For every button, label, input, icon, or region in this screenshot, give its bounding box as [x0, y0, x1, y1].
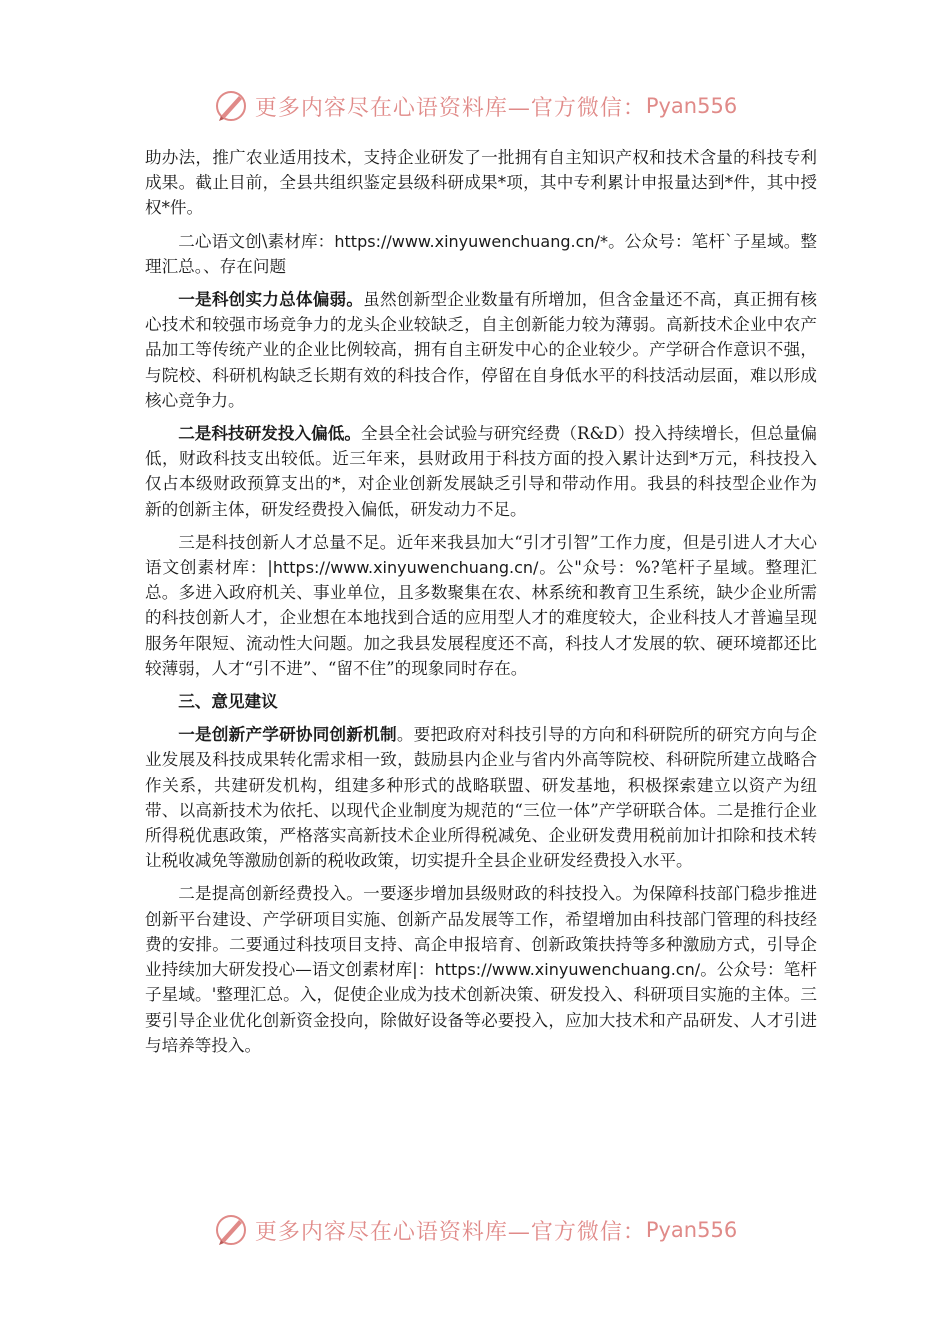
paragraph [145, 689, 817, 714]
bold-heading: 一是科创实力总体偏弱。 [178, 289, 364, 310]
paragraph [145, 287, 817, 413]
paragraph [145, 421, 817, 522]
paragraph-text: 二是提高创新经费投入。一要逐步增加县级财政的科技投入。为保障科技部门稳步推进创新平台建设、产学研项目实施、创新产品发展等工作，希望增加由科技部门管理的科技经费的安排。二要通过科技项目支持、高企申报培育、创新政策扶持等多种激励方式，引导企业持续加大研发投心—语文创素材库|： [145, 884, 817, 980]
paragraph-text: 虽然创新型企业数量有所增加，但含金量还不高，真正拥有核心技术和较强市场竞争力的龙头企业较缺乏，自主创新能力较为薄弱。高新技术企业中农产品加工等传统产业的企业比例较高，拥有自主研发中心的企业较少。产学研合作意识不强，与院校、科研机构缺乏长期有效的科技合作，停留在自身低水平的科技活动层面，难以形成核心竞争力。 [145, 290, 817, 410]
bold-heading: 二是科技研发投入偏低。 [178, 423, 361, 444]
bold-heading: 三、意见建议 [178, 691, 278, 712]
watermark-id: Pyan556 [645, 94, 738, 118]
watermark-banner-top [0, 84, 950, 128]
paragraph [145, 145, 817, 221]
watermark-text: 更多内容尽在心语资料库—官方微信： [254, 95, 646, 121]
paragraph-text: 。公众号：笔杆`子星域。整理汇总。、存在问题 [145, 231, 818, 276]
paragraph-text: 。公众号：笔杆子星域。'整理汇总。入，促使企业成为技术创新决策、研发投入、科研项目实施的主体。三要引导企业优化创新资金投向，除做好设备等必要投入，应加大技术和产品研发、人才引进与培养等投入。 [145, 960, 818, 1055]
paragraph [145, 881, 817, 1057]
bold-heading: 一是创新产学研协同创新机制 [178, 724, 397, 745]
paragraph-text: 。要把政府对科技引导的方向和科研院所的研究方向与企业发展及科技成果转化需求相一致，鼓励县内企业与省内外高等院校、科研院所建立战略合作关系，共建研发机构，组建多种形式的战略联盟、研发基地，积极探索建立以资产为纽带、以高新技术为依托、以现代企业制度为规范的“三位一体”产学研联合体。二是推行企业所得税优惠政策，严格落实高新技术企业所得税减免、企业研发费用税前加计扣除和技术转让税收减免等激励创新的税收政策，切实提升全县企业研发经费投入水平。 [145, 725, 818, 871]
document-body [145, 145, 817, 1066]
watermark-text: 更多内容尽在心语资料库—官方微信： [254, 1219, 646, 1245]
paragraph-text: 助办法，推广农业适用技术，支持企业研发了一批拥有自主知识产权和技术含量的科技专利成果。截止目前，全县共组织鉴定县级科研成果*项，其中专利累计申报量达到*件，其中授权*件。 [145, 148, 817, 218]
paragraph [145, 722, 817, 873]
paragraph-text: 二心语文创\素材库： [178, 231, 335, 251]
pen-logo-icon [213, 88, 249, 124]
url-text: https://www.xinyuwenchuang.cn/* [334, 231, 608, 251]
paragraph [145, 229, 817, 279]
url-text: https://www.xinyuwenchuang.cn/ [434, 960, 701, 980]
paragraph-text: 。公"众号：%?笔杆子星域。整理汇总。多进入政府机关、事业单位，且多数聚集在农、林系统和教育卫生系统，缺少企业所需的科技创新人才，企业想在本地找到合适的应用型人才的难度较大，企业科技人才普遍呈现服务年限短、流动性大问题。加之我县发展程度还不高，科技人才发展的软、硬环境都还比较薄弱，人才“引不进”、“留不住”的现象同时存在。 [145, 558, 817, 678]
watermark-banner-bottom [0, 1208, 950, 1252]
paragraph [145, 530, 817, 681]
paragraph-text: 三是科技创新人才总量不足。近年来我县加大“引才引智”工作力度，但是引进人才大心语文创素材库：| [145, 532, 817, 578]
watermark-id: Pyan556 [645, 1218, 738, 1242]
paragraph-text: 全县全社会试验与研究经费（R&D）投入持续增长，但总量偏低，财政科技支出较低。近三年来，县财政用于科技方面的投入累计达到*万元，科技投入仅占本级财政预算支出的*，对企业创新发展缺乏引导和带动作用。我县的科技型企业作为新的创新主体，研发经费投入偏低，研发动力不足。 [145, 424, 817, 519]
url-text: https://www.xinyuwenchuang.cn/ [272, 558, 539, 578]
pen-logo-icon [213, 1212, 249, 1248]
